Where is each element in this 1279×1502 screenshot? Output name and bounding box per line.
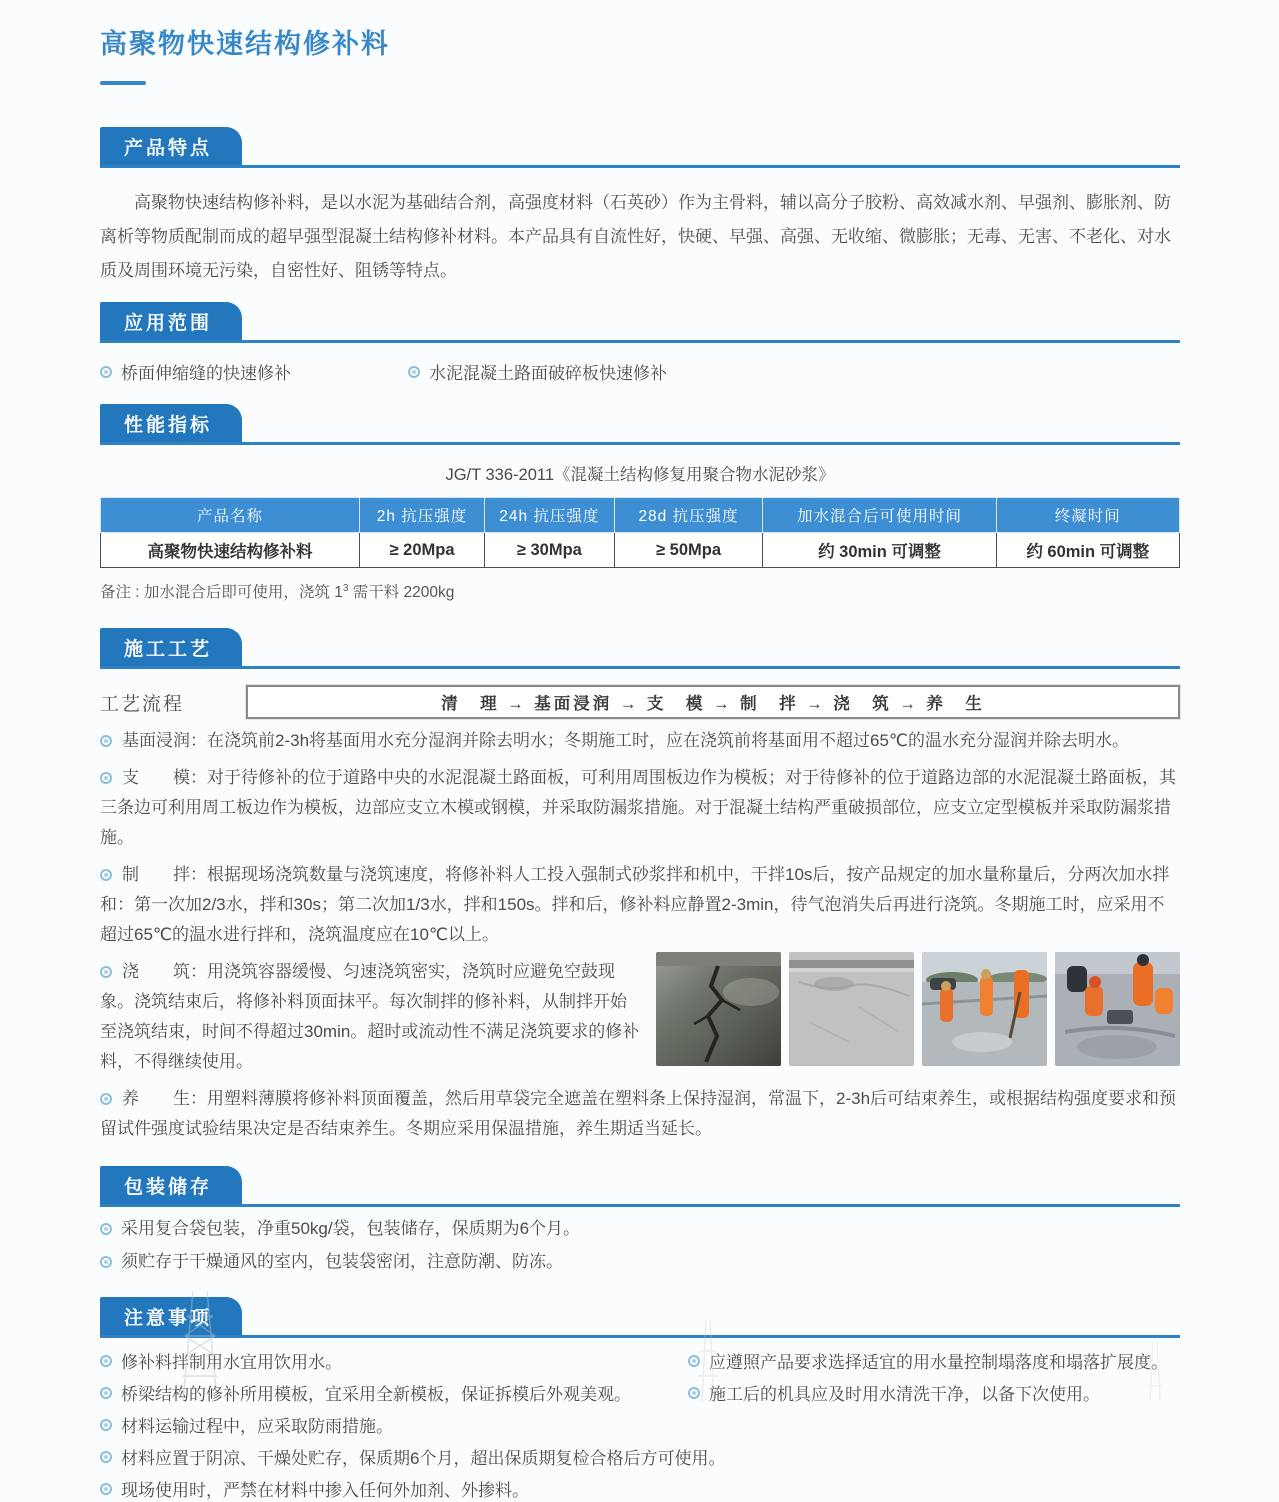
notes-columns	[100, 1352, 1180, 1502]
packaging-heading: 包装储存	[100, 1166, 242, 1204]
packaging-text: 须贮存于干燥通风的室内，包装袋密闭，注意防潮、防冻。	[121, 1252, 563, 1271]
ring-bullet-icon	[100, 1093, 112, 1105]
ring-bullet-icon	[100, 966, 112, 978]
notes-right-column	[688, 1352, 1180, 1416]
step-text: 用塑料薄膜将修补料顶面覆盖，然后用草袋完全遮盖在塑料条上保持湿润，常温下，2-3h后可结束养生，或根据结构强度要求和预留试件强度试验结果决定是否结束养生。冬期应采用保温措施，养生期适当延长。	[100, 1089, 1177, 1138]
note-item	[688, 1352, 1180, 1374]
step-label: 养 生：	[122, 1089, 207, 1108]
features-heading: 产品特点	[100, 127, 242, 165]
ring-bullet-icon	[100, 1223, 112, 1235]
note-text: 修补料拌制用水宜用饮用水。	[121, 1353, 342, 1372]
ring-bullet-icon	[688, 1387, 700, 1399]
section-header-construction	[100, 628, 1180, 669]
section-header-packaging	[100, 1166, 1180, 1207]
step-label: 制 拌：	[122, 865, 207, 884]
note-text: 现场使用时，严禁在材料中掺入任何外加剂、外掺料。	[121, 1481, 529, 1500]
standard-reference: JG/T 336-2011《混凝土结构修复用聚合物水泥砂浆》	[445, 466, 835, 484]
features-body: 高聚物快速结构修补料，是以水泥为基础结合剂，高强度材料（石英砂）作为主骨料，辅以高分子胶粉、高效减水剂、早强剂、膨胀剂、防离析等物质配制而成的超早强型混凝土结构修补材料。本产品具有自流性好，快硬、早强、高强、无收缩、微膨胀；无毒、无害、不老化、对水质及周围环境无污染，自密性好、阻锈等特点。	[100, 193, 1171, 280]
cracked-pavement-photo	[656, 952, 781, 1066]
cell-final-set: 约 60min 可调整	[996, 533, 1179, 568]
note-text: 材料应置于阴凉、干燥处贮存，保质期6个月，超出保质期复检合格后方可使用。	[121, 1449, 726, 1468]
col-header-24h-strength: 24h 抗压强度	[485, 498, 614, 533]
application-item	[100, 359, 408, 384]
site-photo-strip	[656, 952, 1180, 1066]
process-flow-row	[100, 685, 1180, 719]
construction-heading: 施工工艺	[100, 628, 242, 666]
step-label: 浇 筑：	[122, 962, 207, 981]
applications-list	[100, 359, 1180, 384]
ring-bullet-icon	[408, 366, 420, 378]
ring-bullet-icon	[100, 1451, 112, 1463]
note-item	[688, 1384, 1180, 1406]
col-header-28d-strength: 28d 抗压强度	[614, 498, 763, 533]
damaged-concrete-surface-photo	[789, 952, 914, 1066]
step-label: 支 模：	[122, 768, 207, 787]
note-text: 材料运输过程中，应采取防雨措施。	[121, 1417, 393, 1436]
step-text: 用浇筑容器缓慢、匀速浇筑密实，浇筑时应避免空鼓现象。浇筑结束后，将修补料顶面抹平。每次制拌的修补料，从制拌开始至浇筑结束，时间不得超过30min。超时或流动性不满足浇筑要求的修补料，不得继续使用。	[100, 962, 640, 1071]
damaged-surface-illustration	[789, 952, 914, 1066]
notes-heading: 注意事项	[100, 1297, 242, 1335]
ring-bullet-icon	[100, 1355, 112, 1367]
pouring-repair-material-photo	[1055, 952, 1180, 1066]
title-underline	[100, 81, 146, 85]
col-header-2h-strength: 2h 抗压强度	[359, 498, 484, 533]
applications-heading: 应用范围	[100, 302, 242, 340]
note-text: 桥梁结构的修补所用模板，宜采用全新模板，保证拆模后外观美观。	[121, 1385, 631, 1404]
ring-bullet-icon	[100, 772, 112, 784]
table-row	[101, 533, 1180, 568]
ring-bullet-icon	[100, 869, 112, 881]
note-text: 施工后的机具应及时用水清洗干净，以备下次使用。	[709, 1385, 1100, 1404]
flow-diagram: 清 理 → 基面浸润 → 支 模 → 制 拌 → 浇 筑 → 养 生	[246, 685, 1180, 719]
ring-bullet-icon	[688, 1355, 700, 1367]
packaging-item	[100, 1251, 1180, 1273]
datasheet-page	[100, 0, 1180, 1502]
step-label: 基面浸润：	[122, 731, 207, 750]
step-mixing	[100, 860, 1180, 950]
ring-bullet-icon	[100, 1419, 112, 1431]
step-surface-wetting	[100, 726, 1180, 756]
performance-table	[100, 497, 1180, 568]
repair-crew-illustration	[922, 952, 1047, 1066]
cell-24h-strength: ≥ 30Mpa	[485, 533, 614, 568]
ring-bullet-icon	[100, 1387, 112, 1399]
note-item	[100, 1416, 1180, 1438]
step-text: 根据现场浇筑数量与浇筑速度，将修补料人工投入强制式砂浆拌和机中，干拌10s后，按产品规定的加水量称量后，分两次加水拌和：第一次加2/3水，拌和30s；第二次加1/3水，拌和150s。拌和后，修补料应静置2-3min，待气泡消失后再进行浇筑。冬期施工时，应采用不超过65℃的温水进行拌和，浇筑温度应在10℃以上。	[100, 865, 1170, 944]
application-label: 水泥混凝土路面破碎板快速修补	[429, 364, 667, 383]
col-header-usable-time: 加水混合后可使用时间	[763, 498, 996, 533]
road-repair-crew-photo	[922, 952, 1047, 1066]
performance-heading: 性能指标	[100, 404, 242, 442]
application-item	[408, 359, 667, 384]
table-footnote: 备注 : 加水混合后即可使用，浇筑 $1^3$ 需干料 2200kg	[100, 582, 455, 601]
step-text: 对于待修补的位于道路中央的水泥混凝土路面板，可利用周围板边作为模板；对于待修补的位于道路边部的水泥混凝土路面板，其三条边可利用周工板边作为模板，边部应支立木模或钢模，并采取防漏浆措施。对于混凝土结构严重破损部位，应支立定型模板并采取防漏浆措施。	[100, 768, 1176, 847]
cell-2h-strength: ≥ 20Mpa	[359, 533, 484, 568]
section-header-notes	[100, 1297, 1180, 1338]
step-formwork	[100, 763, 1180, 853]
packaging-text: 采用复合袋包装，净重50kg/袋，包装储存，保质期为6个月。	[121, 1219, 581, 1238]
table-header-row	[101, 498, 1180, 533]
section-header-features	[100, 127, 1180, 168]
cracked-pavement-illustration	[656, 952, 781, 1066]
step-curing	[100, 1084, 1180, 1144]
cell-product-name: 高聚物快速结构修补料	[101, 533, 360, 568]
cell-28d-strength: ≥ 50Mpa	[614, 533, 763, 568]
superscript-3: 3	[342, 582, 349, 594]
ring-bullet-icon	[100, 1256, 112, 1268]
pouring-material-illustration	[1055, 952, 1180, 1066]
construction-steps	[100, 726, 1180, 1144]
packaging-item	[100, 1218, 1180, 1240]
ring-bullet-icon	[100, 366, 112, 378]
page-title: 高聚物快速结构修补料	[100, 29, 390, 59]
note-item	[100, 1480, 1180, 1502]
ring-bullet-icon	[100, 1483, 112, 1495]
col-header-product-name: 产品名称	[101, 498, 360, 533]
application-label: 桥面伸缩缝的快速修补	[121, 364, 291, 383]
note-text: 应遵照产品要求选择适宜的用水量控制塌落度和塌落扩展度。	[709, 1353, 1168, 1372]
section-header-performance	[100, 404, 1180, 445]
flow-label: 工艺流程	[100, 693, 185, 715]
packaging-list	[100, 1218, 1180, 1273]
col-header-final-set: 终凝时间	[996, 498, 1179, 533]
section-header-applications	[100, 302, 1180, 343]
cell-usable-time: 约 30min 可调整	[763, 533, 996, 568]
ring-bullet-icon	[100, 735, 112, 747]
step-text: 在浇筑前2-3h将基面用水充分湿润并除去明水；冬期施工时，应在浇筑前将基面用不超过65℃的温水充分湿润并除去明水。	[207, 731, 1130, 750]
note-item	[100, 1448, 1180, 1470]
